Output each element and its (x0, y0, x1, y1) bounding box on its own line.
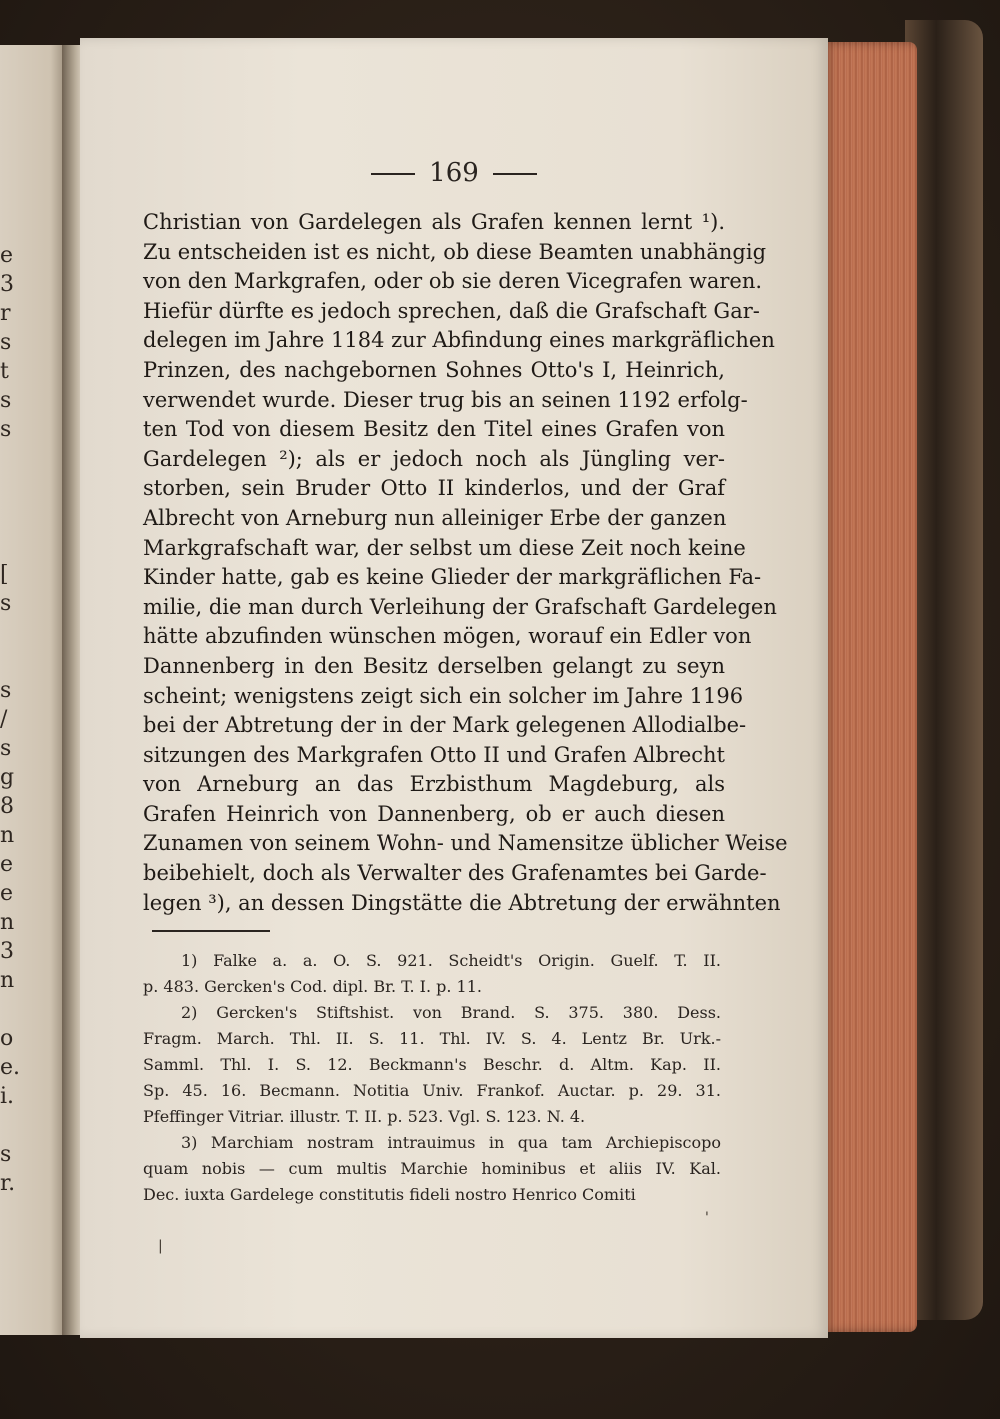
facing-page-fragment: 8 (0, 794, 14, 819)
body-line: ten Tod von diesem Besitz den Titel eines Grafen von (143, 417, 725, 442)
body-line: Albrecht von Arneburg nun alleiniger Erbe der ganzen (143, 505, 727, 530)
footnote-line: p. 483. Gercken's Cod. dipl. Br. T. I. p. 11. (143, 977, 482, 996)
footnote-line: Samml. Thl. I. S. 12. Beckmann's Beschr. d. Altm. Kap. II. (143, 1055, 721, 1074)
facing-page-fragment: s (0, 330, 12, 355)
body-line: beibehielt, doch als Verwalter des Grafenamtes bei Garde- (143, 861, 767, 886)
facing-page-fragment (0, 506, 20, 535)
footnote-line: Dec. iuxta Gardelege constitutis fideli nostro Henrico Comiti (143, 1185, 636, 1204)
body-line: Markgrafschaft war, der selbst um diese Zeit noch keine (143, 535, 746, 560)
body-line: legen ³), an dessen Dingstätte die Abtretung der erwähnten (143, 890, 781, 915)
footnote-line: Pfeffinger Vitriar. illustr. T. II. p. 523. Vgl. S. 123. N. 4. (143, 1107, 586, 1126)
facing-page-fragment: r. (0, 1171, 16, 1196)
facing-page-fragment: r (0, 301, 11, 326)
stray-mark: | (158, 1238, 163, 1254)
facing-page-fragment: s (0, 388, 12, 413)
page-header (80, 158, 828, 188)
body-line: delegen im Jahre 1184 zur Abfindung eines markgräflichen (143, 328, 775, 353)
facing-page-fragment (0, 448, 20, 477)
body-text (143, 208, 788, 918)
body-line: Christian von Gardelegen als Grafen kennen lernt ¹). (143, 210, 725, 234)
body-line: storben, sein Bruder Otto II kinderlos, und der Graf (143, 476, 725, 501)
body-line: bei der Abtretung der in der Mark gelegenen Allodialbe- (143, 713, 747, 738)
header-dash-left (371, 173, 415, 175)
facing-page-fragment: s (0, 736, 12, 761)
page-number: 169 (429, 158, 479, 188)
body-line: Kinder hatte, gab es keine Glieder der markgräflichen Fa- (143, 565, 762, 590)
facing-page-fragment: e. (0, 1055, 21, 1080)
footnote-line: Fragm. March. Thl. II. S. 11. Thl. IV. S. 4. Lentz Br. Urk.- (143, 1029, 721, 1048)
body-line: verwendet wurde. Dieser trug bis an seinen 1192 erfolg- (143, 387, 748, 412)
facing-page-fragment: s (0, 591, 12, 616)
footnote-line: Sp. 45. 16. Becmann. Notitia Univ. Frankof. Auctar. p. 29. 31. (143, 1081, 721, 1100)
facing-page-fragment: e (0, 881, 14, 906)
body-line: Dannenberg in den Besitz derselben gelangt zu seyn (143, 653, 725, 678)
body-line: Prinzen, des nachgebornen Sohnes Otto's I, Heinrich, (143, 357, 725, 382)
facing-page-fragment: o (0, 1026, 14, 1051)
page-edges (822, 42, 917, 1332)
body-line: sitzungen des Markgrafen Otto II und Grafen Albrecht (143, 742, 725, 767)
facing-page-fragment: n (0, 823, 15, 848)
footnote-line: 2) Gercken's Stiftshist. von Brand. S. 375. 380. Dess. (181, 1003, 721, 1022)
facing-page-fragment (0, 1115, 20, 1144)
facing-page-fragment: s (0, 678, 12, 703)
stray-mark: ' (705, 1210, 709, 1226)
facing-page-fragment: e (0, 852, 14, 877)
facing-page-fragment: t (0, 359, 9, 384)
book-page (80, 38, 828, 1338)
facing-page-fragment (0, 651, 20, 680)
body-line: scheint; wenigstens zeigt sich ein solcher im Jahre 1196 (143, 683, 744, 708)
body-line: von Arneburg an das Erzbisthum Magdeburg, als (143, 772, 725, 797)
facing-page-fragment: i. (0, 1084, 15, 1109)
facing-page-fragment (0, 999, 20, 1028)
facing-page-fragment: s (0, 417, 12, 442)
facing-page-fragment: n (0, 968, 15, 993)
header-dash-right (493, 173, 537, 175)
body-line: von den Markgrafen, oder ob sie deren Vicegrafen waren. (143, 269, 763, 294)
footnote-line: 1) Falke a. a. O. S. 921. Scheidt's Origin. Guelf. T. II. (181, 951, 721, 970)
footnote-line: 3) Marchiam nostram intrauimus in qua tam Archiepiscopo (181, 1133, 721, 1152)
body-line: Hiefür dürfte es jedoch sprechen, daß die Grafschaft Gar- (143, 298, 760, 323)
body-line: Gardelegen ²); als er jedoch noch als Jüngling ver- (143, 446, 725, 471)
facing-page-fragment: 3 (0, 939, 14, 964)
body-line: Grafen Heinrich von Dannenberg, ob er auch diesen (143, 801, 725, 826)
footnote-rule (152, 930, 270, 932)
body-line: Zu entscheiden ist es nicht, ob diese Beamten unabhängig (143, 239, 767, 264)
facing-page-fragment: s (0, 1142, 12, 1167)
facing-page-fragment: 3 (0, 272, 14, 297)
body-line: milie, die man durch Verleihung der Grafschaft Gardelegen (143, 594, 777, 619)
facing-page-fragment: [ (0, 562, 9, 587)
body-line: Zunamen von seinem Wohn- und Namensitze üblicher Weise (143, 831, 788, 856)
body-line: hätte abzufinden wünschen mögen, worauf ein Edler von (143, 624, 752, 649)
facing-page-fragment: / (0, 707, 8, 732)
facing-page-fragment: n (0, 910, 15, 935)
facing-page-fragment (0, 535, 20, 564)
footnote-line: quam nobis — cum multis Marchie hominibus et aliis IV. Kal. (143, 1159, 721, 1178)
footnotes (143, 948, 721, 1208)
facing-page-fragment (0, 477, 20, 506)
facing-page-text-fragments (0, 245, 20, 1202)
facing-page-fragment: e (0, 243, 14, 268)
facing-page-fragment (0, 622, 20, 651)
facing-page-fragment: g (0, 765, 15, 790)
